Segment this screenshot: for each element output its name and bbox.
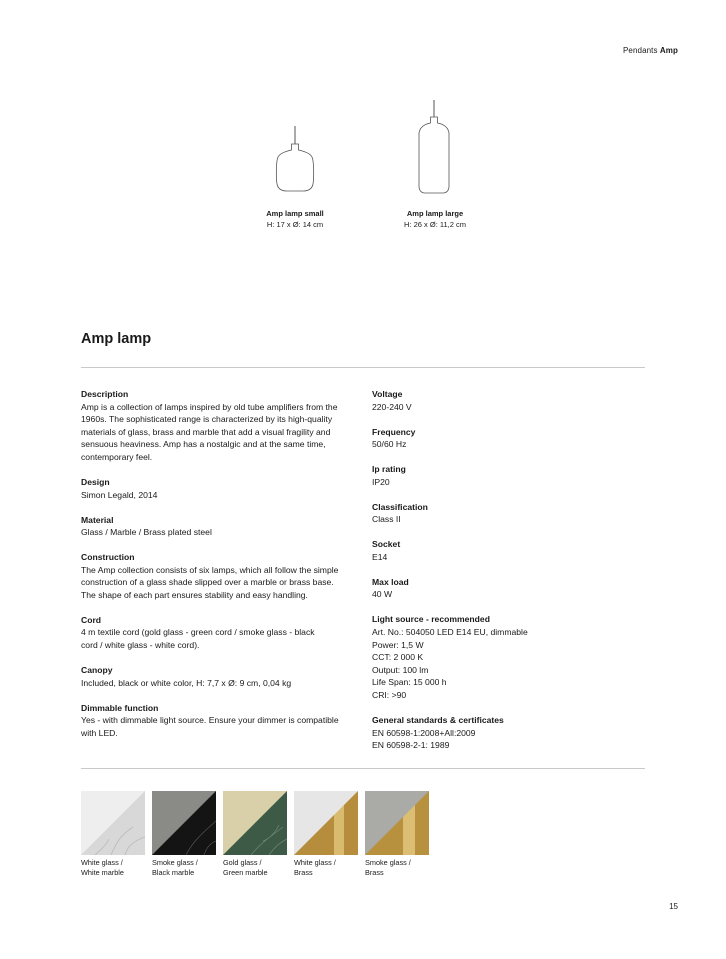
spec-dimmable [81,702,366,740]
spec-column-left [81,388,366,752]
swatch-gold-glass-green-marble [223,791,287,855]
page-title: Amp lamp [81,331,152,347]
swatch-white-glass-brass [294,791,358,855]
amp-small-lamp-drawing [270,126,320,196]
swatch-label: White glass / White marble [81,858,124,877]
header-product: Amp [659,46,678,55]
spec-canopy [81,664,366,689]
spec-label: Classification [372,501,428,512]
running-header [623,46,678,55]
spec-ip-rating [372,463,642,488]
swatch-smoke-glass-black-marble [152,791,216,855]
lamp-dimensions: H: 26 x Ø: 11,2 cm [404,220,466,229]
lamp-caption-large [375,208,495,230]
swatch-white-glass-white-marble [81,791,145,855]
spec-socket [372,538,642,563]
spec-value: Class II [372,514,401,525]
header-section: Pendants [622,46,658,55]
spec-value: Included, black or white color, H: 7,7 x Ø: 9 cm, 0,04 kg [81,677,292,688]
divider-top [81,367,645,368]
page-number: 15 [669,902,678,911]
spec-label: Frequency [372,426,416,437]
spec-label: Max load [372,576,409,587]
spec-label: Cord [81,614,102,625]
spec-label: Dimmable function [81,702,159,713]
spec-value: IP20 [372,476,390,487]
spec-value: 40 W [372,589,393,600]
swatch-label: Smoke glass / Brass [365,858,411,877]
spec-value: 50/60 Hz [372,439,407,450]
spec-label: Canopy [81,665,113,676]
spec-label: Voltage [372,389,403,399]
spec-material [81,514,366,539]
spec-value: E14 [372,551,388,562]
spec-cord [81,614,366,652]
spec-label: Ip rating [372,464,406,475]
spec-value: Glass / Marble / Brass plated steel [81,527,212,538]
lamp-caption-small [235,208,355,230]
spec-label: Description [81,389,129,399]
spec-value: The Amp collection consists of six lamps, which all follow the simple construction of a glass shade slipped over a marble or brass base. The shape of each part ensures stability and easy handling. [81,564,339,600]
spec-label: Construction [81,552,135,563]
swatch-smoke-glass-brass [365,791,429,855]
spec-voltage [372,388,642,413]
spec-classification [372,501,642,526]
amp-large-lamp-drawing [414,100,454,196]
spec-description [81,388,366,464]
divider-bottom [81,768,645,769]
spec-construction [81,551,366,601]
spec-column-right [372,388,642,764]
swatch-label: White glass / Brass [294,858,336,877]
spec-design [81,476,366,501]
lamp-dimensions: H: 17 x Ø: 14 cm [266,220,324,229]
spec-label: Design [81,476,110,487]
swatch-label: Gold glass / Green marble [223,858,268,877]
spec-label: General standards & certificates [372,715,504,726]
spec-label: Socket [372,539,401,550]
spec-value: Simon Legald, 2014 [81,489,158,500]
swatch-label: Smoke glass / Black marble [152,858,198,877]
spec-value: EN 60598-1:2008+All:2009 EN 60598-2-1: 1989 [372,727,476,751]
spec-value: Yes - with dimmable light source. Ensure your dimmer is compatible with LED. [81,715,339,738]
spec-light-source [372,613,642,701]
spec-label: Light source - recommended [372,614,490,625]
spec-label: Material [81,514,114,525]
spec-standards [372,714,642,752]
spec-max-load [372,576,642,601]
lamp-name: Amp lamp small [266,209,324,218]
spec-value: Amp is a collection of lamps inspired by old tube amplifiers from the 1960s. The sophisticated range is characterized by its high-quality materials of glass, brass and marble that add a visual fragility and sensuous heaviness. Amp has a nostalgic and at the same time, contemporary feel. [81,401,338,462]
lamp-name: Amp lamp large [406,209,464,218]
spec-value: 220-240 V [372,401,412,412]
spec-value: Art. No.: 504050 LED E14 EU, dimmable Power: 1,5 W CCT: 2 000 K Output: 100 lm Life Span: 15 000 h CRI: >90 [372,627,528,701]
spec-frequency [372,426,642,451]
spec-value: 4 m textile cord (gold glass - green cord / smoke glass - black cord / white glass - white cord). [81,627,315,651]
